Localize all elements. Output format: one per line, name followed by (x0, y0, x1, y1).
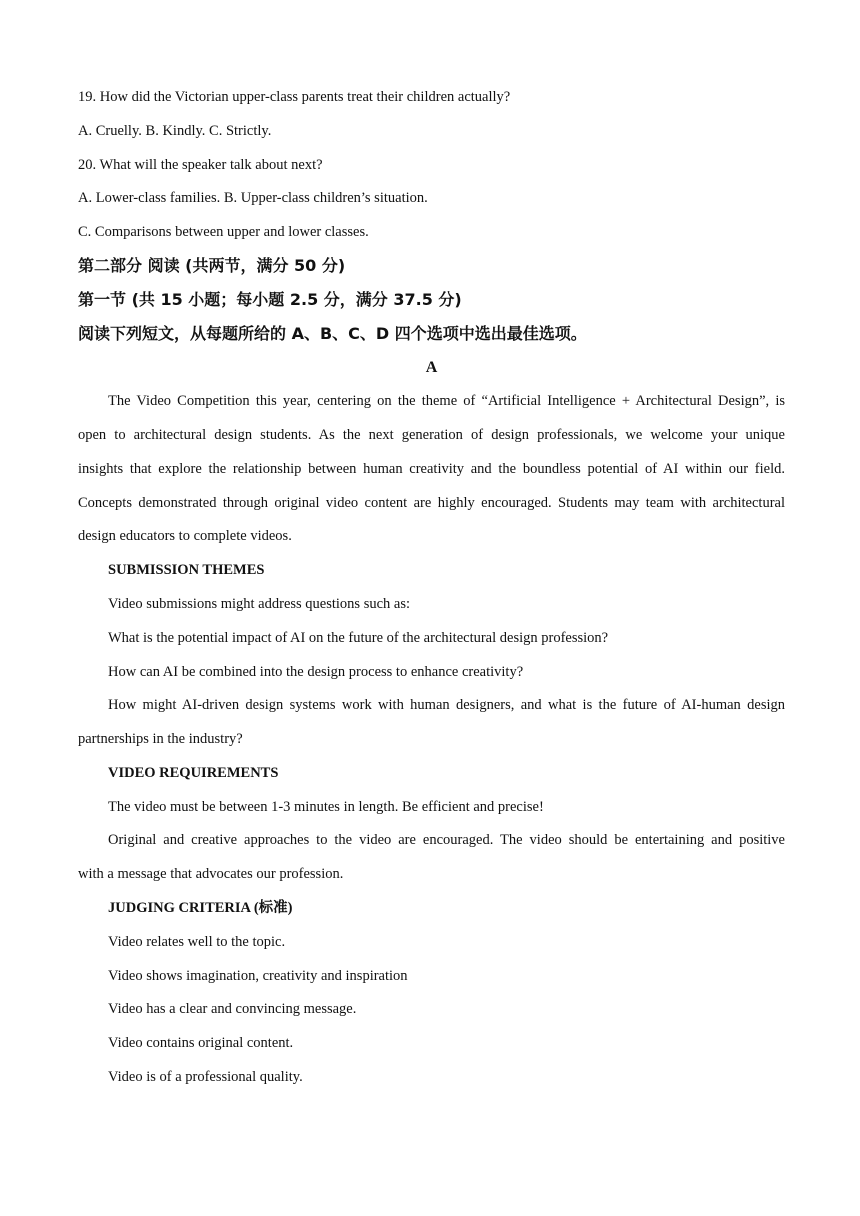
requirement-length: The video must be between 1-3 minutes in length. Be efficient and precise! (108, 799, 544, 815)
reading-instruction: 阅读下列短文，从每题所给的 A、B、C、D 四个选项中选出最佳选项。 (78, 324, 587, 343)
question-19-options: A. Cruelly. B. Kindly. C. Strictly. (78, 123, 272, 139)
section-title: 第一节 (共 15 小题；每小题 2.5 分，满分 37.5 分) (78, 290, 462, 309)
criteria-item: Video has a clear and convincing message. (108, 1001, 357, 1017)
criteria-item: Video shows imagination, creativity and inspiration (108, 968, 408, 984)
intro-line: open to architectural design students. As the next generation of design professionals, we welcome your unique (78, 427, 785, 443)
criteria-heading: JUDGING CRITERIA (标准) (108, 900, 293, 916)
question-20-options-ab: A. Lower-class families. B. Upper-class children’s situation. (78, 190, 428, 206)
question-20: 20. What will the speaker talk about next? (78, 157, 323, 173)
requirement-approach-cont: with a message that advocates our profession. (78, 866, 344, 882)
requirement-approach: Original and creative approaches to the video are encouraged. The video should be entertaining and positive (108, 832, 785, 848)
criteria-item: Video is of a professional quality. (108, 1069, 303, 1085)
intro-line: The Video Competition this year, centering on the theme of “Artificial Intelligence + Architectural Design”, is (108, 393, 785, 409)
intro-line: design educators to complete videos. (78, 528, 292, 544)
intro-line: insights that explore the relationship between human creativity and the boundless potential of AI within our field. (78, 461, 785, 477)
criteria-item: Video relates well to the topic. (108, 934, 286, 950)
theme-question-3: How might AI-driven design systems work with human designers, and what is the future of AI-human design (108, 697, 785, 713)
theme-question-2: How can AI be combined into the design process to enhance creativity? (108, 664, 524, 680)
question-19: 19. How did the Victorian upper-class parents treat their children actually? (78, 89, 511, 105)
theme-question-3-cont: partnerships in the industry? (78, 731, 243, 747)
intro-line: Concepts demonstrated through original video content are highly encouraged. Students may team with architectural (78, 495, 785, 511)
themes-heading: SUBMISSION THEMES (108, 562, 265, 578)
part-title: 第二部分 阅读 (共两节，满分 50 分) (78, 256, 346, 275)
themes-lead: Video submissions might address questions such as: (108, 596, 411, 612)
passage-label: A (425, 359, 438, 376)
question-20-option-c: C. Comparisons between upper and lower classes. (78, 224, 369, 240)
theme-question-1: What is the potential impact of AI on the future of the architectural design profession? (108, 630, 609, 646)
requirements-heading: VIDEO REQUIREMENTS (108, 765, 279, 781)
criteria-item: Video contains original content. (108, 1035, 294, 1051)
